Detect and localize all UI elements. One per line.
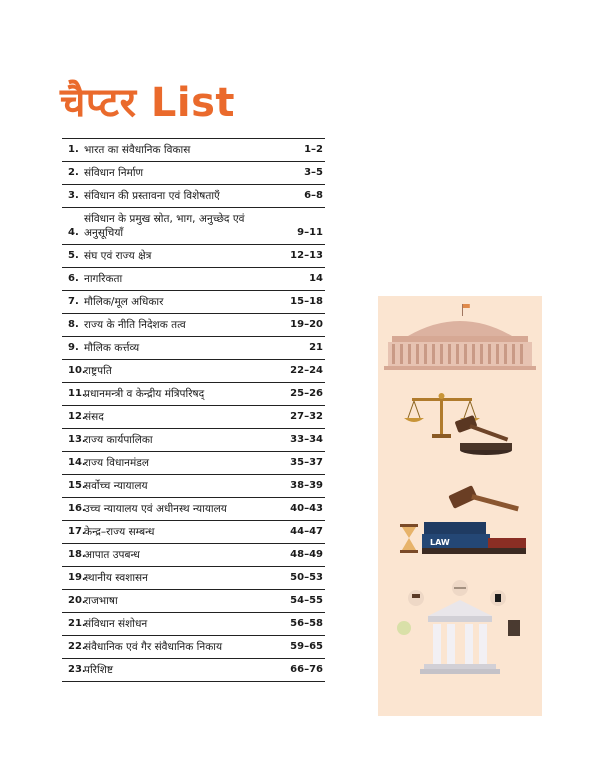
chapter-pages: 35–37 [290, 457, 323, 468]
chapter-row [62, 383, 325, 406]
chapter-row [62, 636, 325, 659]
chapter-title: संसद [84, 411, 104, 423]
chapter-title: उच्च न्यायालय एवं अधीनस्थ न्यायालय [84, 503, 227, 515]
chapter-title: संविधान संशोधन [84, 618, 148, 630]
chapter-title: मौलिक/मूल अधिकार [84, 296, 164, 308]
chapter-title: मौलिक कर्त्तव्य [84, 342, 140, 354]
chapter-pages: 50–53 [290, 572, 323, 583]
chapter-row [62, 162, 325, 185]
parliament-icon [378, 296, 542, 386]
chapter-title: केन्द्र–राज्य सम्बन्ध [84, 526, 155, 538]
chapter-list [62, 138, 325, 682]
chapter-title: संविधान की प्रस्तावना एवं विशेषताएँ [84, 190, 220, 202]
page-title: चैप्टर List [60, 80, 235, 126]
chapter-title: राष्ट्रपति [84, 365, 112, 377]
scales-of-justice-icon [378, 388, 542, 478]
chapter-title: राज्य के नीति निदेशक तत्व [84, 319, 186, 331]
chapter-row [62, 521, 325, 544]
chapter-pages: 40–43 [290, 503, 323, 514]
chapter-number: 14. [68, 457, 86, 468]
chapter-pages: 12–13 [290, 250, 323, 261]
chapter-row [62, 337, 325, 360]
chapter-row [62, 429, 325, 452]
court-building-icon [378, 576, 542, 716]
chapter-row [62, 138, 325, 162]
chapter-pages: 33–34 [290, 434, 323, 445]
chapter-pages: 22–24 [290, 365, 323, 376]
chapter-row [62, 268, 325, 291]
chapter-number: 3. [68, 190, 79, 201]
chapter-number: 9. [68, 342, 79, 353]
chapter-title: संविधान निर्माण [84, 167, 144, 179]
chapter-number: 12. [68, 411, 86, 422]
book-label: LAW [430, 538, 450, 547]
chapter-pages: 6–8 [304, 190, 323, 201]
chapter-title: भारत का संवैधानिक विकास [84, 144, 191, 156]
chapter-pages: 56–58 [290, 618, 323, 629]
chapter-pages: 21 [309, 342, 323, 353]
chapter-row [62, 452, 325, 475]
chapter-number: 10. [68, 365, 86, 376]
chapter-pages: 48–49 [290, 549, 323, 560]
chapter-pages: 3–5 [304, 167, 323, 178]
chapter-number: 11. [68, 388, 86, 399]
chapter-row [62, 498, 325, 521]
chapter-title: आपात उपबन्ध [84, 549, 140, 561]
chapter-row [62, 185, 325, 208]
chapter-number: 19. [68, 572, 86, 583]
chapter-number: 17. [68, 526, 86, 537]
chapter-title: संविधान के प्रमुख स्रोत, भाग, अनुच्छेद एवं अनुसूचियाँ [84, 213, 245, 239]
chapter-number: 5. [68, 250, 79, 261]
chapter-row [62, 590, 325, 613]
chapter-row [62, 245, 325, 268]
chapter-pages: 44–47 [290, 526, 323, 537]
chapter-title: परिशिष्ट [84, 664, 113, 676]
chapter-row [62, 659, 325, 682]
chapter-number: 7. [68, 296, 79, 307]
chapter-number: 16. [68, 503, 86, 514]
chapter-title: संघ एवं राज्य क्षेत्र [84, 250, 152, 262]
chapter-pages: 15–18 [290, 296, 323, 307]
chapter-row [62, 208, 325, 245]
illustration-panel [378, 296, 542, 716]
law-books-gavel-icon [378, 480, 542, 570]
chapter-pages: 59–65 [290, 641, 323, 652]
chapter-title: संवैधानिक एवं गैर संवैधानिक निकाय [84, 641, 223, 653]
chapter-row [62, 360, 325, 383]
chapter-row [62, 291, 325, 314]
chapter-number: 2. [68, 167, 79, 178]
chapter-title: स्थानीय स्वशासन [84, 572, 148, 584]
chapter-number: 22. [68, 641, 86, 652]
chapter-pages: 38–39 [290, 480, 323, 491]
chapter-row [62, 567, 325, 590]
chapter-title: नागरिकता [84, 273, 123, 285]
chapter-pages: 14 [309, 273, 323, 284]
chapter-title: राजभाषा [84, 595, 118, 607]
chapter-pages: 66–76 [290, 664, 323, 675]
chapter-pages: 27–32 [290, 411, 323, 422]
chapter-number: 20. [68, 595, 86, 606]
chapter-title: प्रधानमन्त्री व केन्द्रीय मंत्रिपरिषद् [84, 388, 205, 400]
chapter-number: 15. [68, 480, 86, 491]
chapter-row [62, 314, 325, 337]
chapter-pages: 54–55 [290, 595, 323, 606]
chapter-number: 8. [68, 319, 79, 330]
chapter-row [62, 406, 325, 429]
chapter-title: राज्य विधानमंडल [84, 457, 150, 469]
chapter-row [62, 544, 325, 567]
chapter-title: सर्वोच्च न्यायालय [84, 480, 148, 492]
chapter-number: 21. [68, 618, 86, 629]
chapter-number: 23. [68, 664, 86, 675]
chapter-title: राज्य कार्यपालिका [84, 434, 153, 446]
chapter-number: 6. [68, 273, 79, 284]
chapter-pages: 19–20 [290, 319, 323, 330]
chapter-pages: 9–11 [297, 227, 323, 238]
chapter-row [62, 475, 325, 498]
chapter-number: 13. [68, 434, 86, 445]
chapter-number: 1. [68, 144, 79, 155]
chapter-row [62, 613, 325, 636]
chapter-pages: 25–26 [290, 388, 323, 399]
chapter-pages: 1–2 [304, 144, 323, 155]
chapter-number: 4. [68, 227, 79, 238]
chapter-number: 18. [68, 549, 86, 560]
